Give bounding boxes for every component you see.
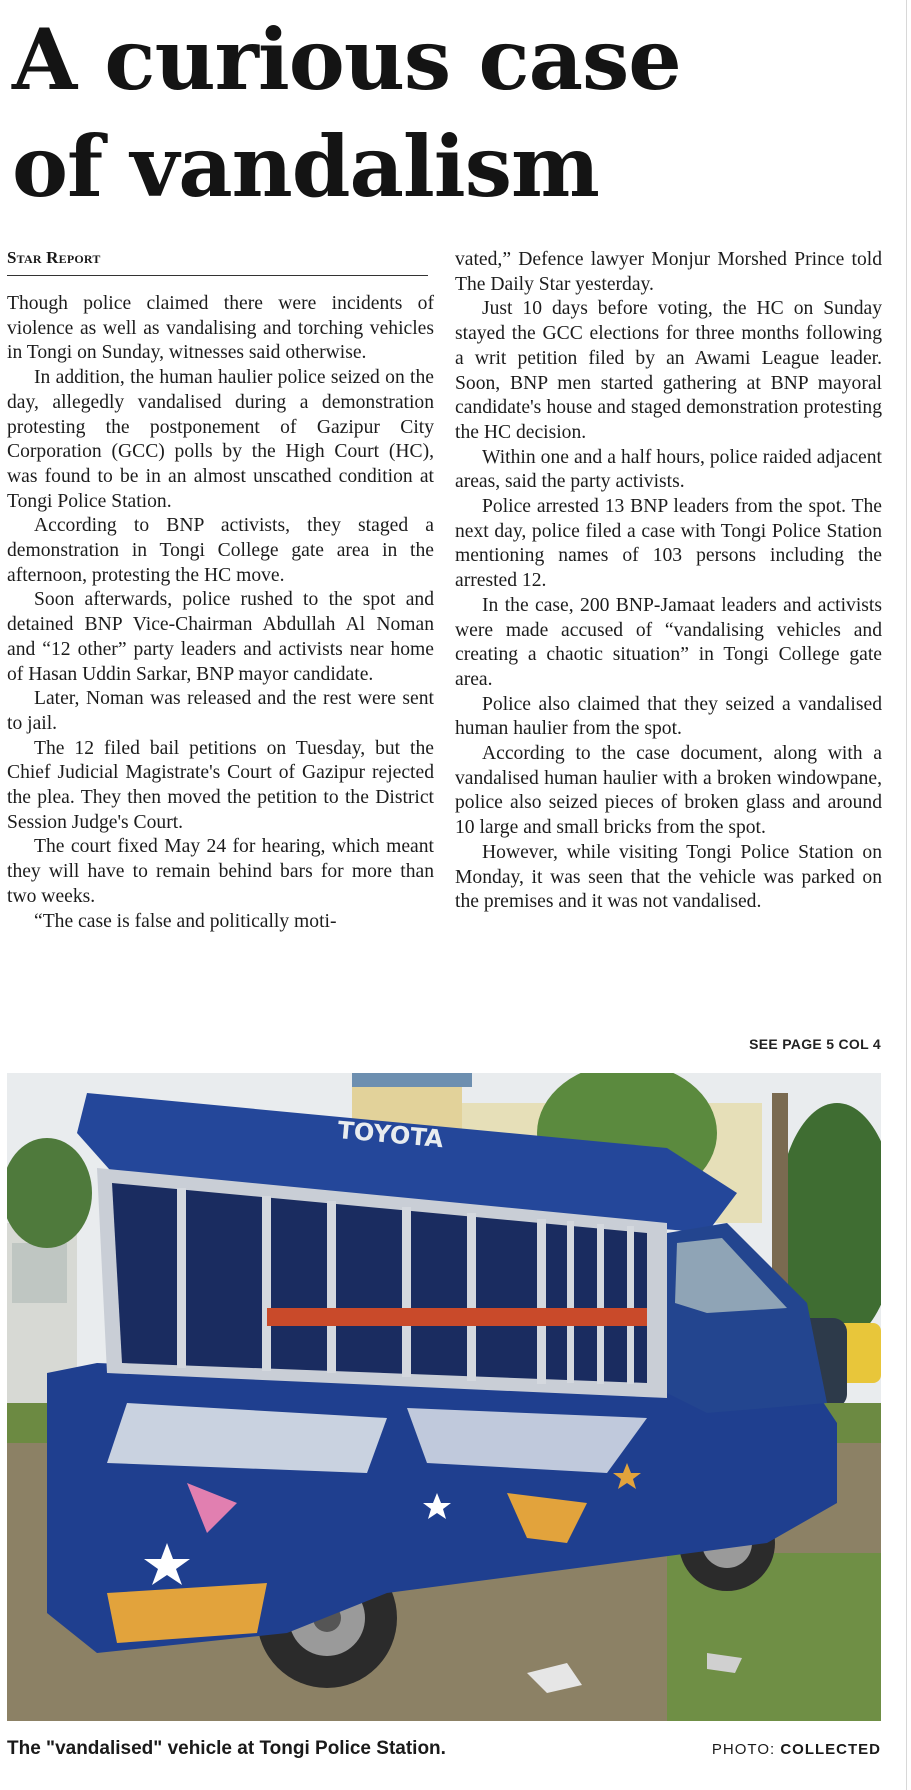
- paragraph: vated,” Defence lawyer Monjur Morshed Prince told The Daily Star yesterday.: [455, 249, 882, 295]
- paragraph: Within one and a half hours, police raided adjacent areas, said the party activists.: [455, 446, 882, 493]
- paragraph: Just 10 days before voting, the HC on Sunday stayed the GCC elections for three months following a writ petition filed by an Awami League leader. Soon, BNP men started gathering at BNP mayoral candidate's house and staged demonstration protesting the HC decision.: [455, 298, 882, 443]
- vehicle-brand-text: TOYOTA: [336, 1116, 445, 1154]
- paragraph: Later, Noman was released and the rest were sent to jail.: [7, 688, 434, 734]
- paragraph: The 12 filed bail petitions on Tuesday, but the Chief Judicial Magistrate's Court of Gazipur rejected the plea. They then moved the petition to the District Session Judge's Court.: [7, 737, 434, 833]
- paragraph: “The case is false and politically moti-: [34, 910, 337, 932]
- page-edge-rule: [906, 0, 907, 1790]
- headline-line-2: of vandalism: [12, 117, 599, 216]
- byline-divider: [7, 275, 428, 276]
- photo-credit-source: COLLECTED: [780, 1741, 881, 1758]
- news-photo: [7, 1073, 881, 1721]
- vehicle-photo-illustration: [7, 1073, 881, 1721]
- article-column-1: [7, 292, 434, 934]
- continued-jump-line: SEE PAGE 5 COL 4: [749, 1036, 881, 1052]
- photo-credit: [712, 1741, 881, 1758]
- paragraph: Though police claimed there were incidents of violence as well as vandalising and torching vehicles in Tongi on Sunday, witnesses said otherwise.: [7, 293, 434, 364]
- headline: [12, 6, 892, 220]
- paragraph: However, while visiting Tongi Police Station on Monday, it was seen that the vehicle was parked on the premises and it was not vandalised.: [455, 841, 882, 913]
- byline: Star Report: [7, 248, 101, 267]
- photo-caption: The "vandalised" vehicle at Tongi Police Station.: [7, 1738, 446, 1759]
- paragraph: According to BNP activists, they staged a demonstration in Tongi College gate area in the afternoon, protesting the HC move.: [7, 515, 434, 586]
- paragraph: According to the case document, along with a vandalised human haulier with a broken windowpane, police also seized pieces of broken glass and around 10 large and small bricks from the spot.: [455, 743, 882, 839]
- article-column-2: [455, 248, 882, 915]
- paragraph: In the case, 200 BNP-Jamaat leaders and activists were made accused of “vandalising vehicles and creating a chaotic situation” in Tongi College gate area.: [455, 594, 882, 690]
- paragraph: Police arrested 13 BNP leaders from the spot. The next day, police filed a case with Tongi Police Station mentioning names of 103 persons including the arrested 12.: [455, 496, 882, 592]
- headline-line-1: A curious case: [12, 10, 681, 109]
- photo-credit-label: PHOTO:: [711, 1741, 776, 1758]
- paragraph: Soon afterwards, police rushed to the spot and detained BNP Vice-Chairman Abdullah Al Noman and “12 other” party leaders and activists near home of Hasan Uddin Sarkar, BNP mayor candidate.: [7, 589, 434, 685]
- paragraph: Police also claimed that they seized a vandalised human haulier from the spot.: [455, 693, 882, 740]
- paragraph: The court fixed May 24 for hearing, which meant they will have to remain behind bars for more than two weeks.: [7, 836, 434, 907]
- paragraph: In addition, the human haulier police seized on the day, allegedly vandalised during a demonstration protesting the postponement of Gazipur City Corporation (GCC) polls by the High Court (HC), was found to be in an almost unscathed condition at Tongi Police Station.: [7, 367, 434, 512]
